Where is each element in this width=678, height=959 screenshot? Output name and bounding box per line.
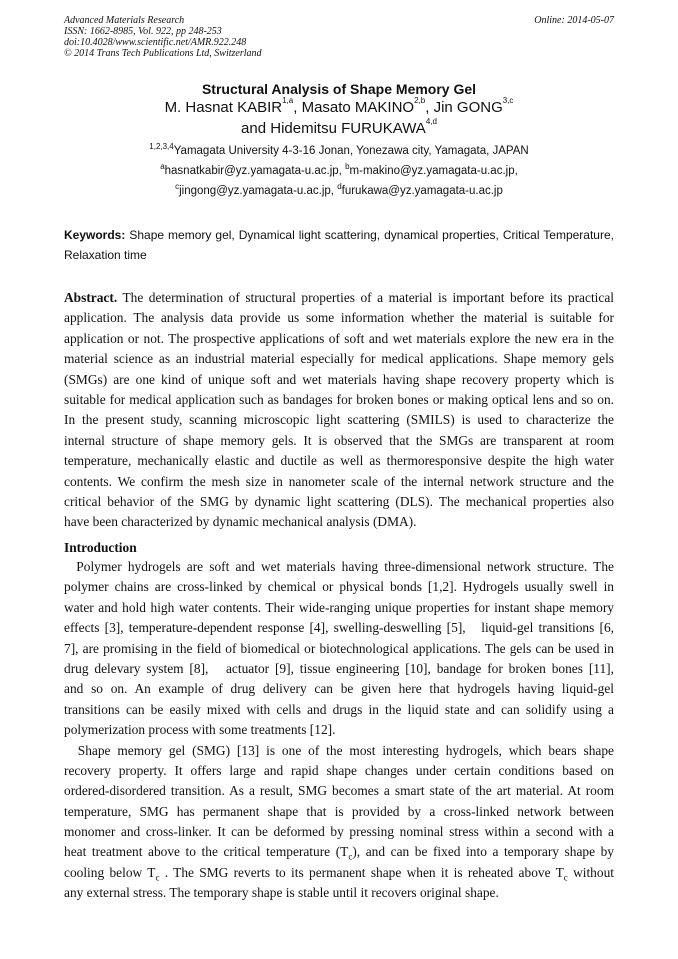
abstract-text: contents. We confirm the mesh size in nanometer scale of the internal network structure and the — [64, 473, 614, 489]
intro-line — [64, 842, 614, 862]
intro-text: recovery property. It offers large and rapid shape changes under certain conditions based on — [64, 762, 614, 778]
abstract-line — [64, 472, 614, 492]
intro-text: water and hold high water contents. Their wide-ranging unique properties for instant shape memory — [64, 599, 614, 615]
author-name: , Masato MAKINO — [293, 99, 415, 116]
abstract-text: have been characterized by dynamic mechanical analysis (DMA). — [64, 514, 417, 530]
subscript: c — [155, 872, 160, 883]
abstract-line — [64, 308, 614, 328]
abstract-line — [64, 410, 614, 430]
abstract-text: internal structure of shape memory gels. It is observed that the SMGs are transparent at room — [64, 432, 614, 448]
emails-line-1 — [0, 162, 678, 177]
keywords-text: Shape memory gel, Dynamical light scattering, dynamical properties, Critical Temperature, Relaxation time — [64, 228, 614, 262]
email: hasnatkabir@yz.yamagata-u.ac.jp, — [164, 165, 346, 177]
intro-text: Shape memory gel (SMG) [13] is one of the most interesting hydrogels, which bears shape — [64, 742, 614, 758]
intro-line — [64, 700, 614, 720]
intro-line — [64, 802, 614, 822]
author-name: and Hidemitsu FURUKAWA — [241, 120, 426, 137]
paper-title: Structural Analysis of Shape Memory Gel — [201, 81, 477, 97]
abstract-text: In the present study, scanning microscopic light scattering (SMILS) is used to characterize the — [64, 412, 614, 428]
intro-line — [64, 598, 614, 618]
intro-text: . The SMG reverts to its permanent shape when it is reheated above T — [159, 864, 564, 880]
intro-line — [64, 659, 614, 679]
email: m-makino@yz.yamagata-u.ac.jp, — [349, 165, 518, 177]
intro-text: Polymer hydrogels are soft and wet materials having three-dimensional network structure. The — [64, 559, 614, 574]
email-sup: d — [337, 182, 342, 191]
intro-line — [64, 639, 614, 659]
intro-line — [64, 618, 614, 638]
intro-line — [64, 883, 614, 903]
email-sup: b — [345, 162, 350, 171]
abstract-text: critical behavior of the SMG by dynamic light scattering (DLS). The mechanical properties also — [64, 493, 614, 509]
copyright: © 2014 Trans Tech Publications Ltd, Switzerland — [64, 48, 262, 59]
subscript: c — [348, 852, 353, 863]
abstract-text: suitable for medical application such as bandages for broken bones or making optical lens and so on. — [64, 391, 614, 407]
journal-name: Advanced Materials Research — [64, 15, 185, 26]
email: furukawa@yz.yamagata-u.ac.jp — [341, 185, 503, 197]
intro-line — [64, 863, 614, 883]
intro-text: any external stress. The temporary shape is stable until it recovers original shape. — [64, 885, 499, 901]
abstract-line — [64, 492, 614, 512]
author-sup: 1,a — [282, 96, 294, 105]
abstract-text: The determination of structural properties of a material is important before its practical — [117, 290, 614, 305]
abstract-text: application or not. The prospective applications of soft and wet materials explore the new era in the — [64, 330, 614, 346]
abstract-line — [64, 288, 614, 308]
abstract-text: application. The analysis data provide us some information whether the material is suitable for — [64, 310, 614, 326]
email-sup: a — [160, 162, 165, 171]
intro-text: cooling below T — [64, 864, 156, 880]
abstract-text: (SMGs) are one kind of unique soft and wet materials having shape recovery property which is — [64, 371, 614, 387]
author-name: M. Hasnat KABIR — [164, 99, 283, 116]
abstract-line — [64, 349, 614, 369]
intro-text: 7], are promising in the field of biomedical or biotechnological applications. The gels can be used in — [64, 640, 614, 656]
intro-line — [64, 679, 614, 699]
authors-line-2 — [0, 117, 678, 137]
intro-line — [64, 741, 614, 761]
affiliation-sup: 1,2,3,4 — [149, 142, 174, 151]
affiliation-text: Yamagata University 4-3-16 Jonan, Yonezawa city, Yamagata, JAPAN — [173, 145, 529, 157]
abstract-text: material science as an industrial material especially for medical applications. Shape memory gels — [64, 351, 614, 367]
intro-line — [64, 761, 614, 781]
introduction-body — [64, 557, 614, 904]
intro-text: effects [3], temperature-dependent response [4], swelling-deswelling [5], liquid-gel transitions [6, — [64, 620, 614, 636]
abstract-line — [64, 370, 614, 390]
abstract-text: temperature, mechanically elastic and ductile as well as thermoresponsive despite the high water — [64, 453, 614, 469]
subscript: c — [563, 872, 568, 883]
author-sup: 2,b — [414, 96, 426, 105]
intro-line — [64, 557, 614, 577]
abstract-line — [64, 512, 614, 532]
email: jingong@yz.yamagata-u.ac.jp, — [179, 185, 338, 197]
abstract-line — [64, 390, 614, 410]
doi: doi:10.4028/www.scientific.net/AMR.922.248 — [64, 37, 247, 48]
abstract-label: Abstract. — [64, 290, 118, 305]
introduction-heading: Introduction — [64, 540, 137, 555]
abstract — [64, 288, 614, 533]
affiliation — [0, 142, 678, 157]
abstract-line — [64, 329, 614, 349]
intro-text: and so on. An example of drug delivery can be given here that hydrogels having liquid-gel — [64, 681, 614, 697]
authors-line-1 — [0, 96, 678, 116]
intro-text: transitions can be easily mixed with cells and drugs in the liquid state and can solidify using a — [64, 701, 614, 717]
intro-line — [64, 720, 614, 740]
intro-text: heat treatment above to the critical temperature (T — [64, 844, 349, 860]
intro-text: without — [567, 864, 614, 880]
intro-line — [64, 822, 614, 842]
intro-text: polymerization process with some treatments [12]. — [64, 722, 336, 738]
author-sup: 3,c — [502, 96, 514, 105]
intro-text: ordered-disordered transition. As a result, SMG becomes a smart state of the art material. At room — [64, 783, 614, 799]
online-date: Online: 2014-05-07 — [534, 15, 614, 26]
abstract-line — [64, 431, 614, 451]
intro-text: polymer chains are cross-linked by chemical or physical bonds [1,2]. Hydrogels usually swell in — [64, 579, 614, 595]
keywords — [64, 226, 614, 265]
keywords-label: Keywords: — [64, 228, 126, 242]
intro-line — [64, 781, 614, 801]
email-sup: c — [175, 182, 180, 191]
author-name: , Jin GONG — [425, 99, 503, 116]
intro-text: drug delevary system [8], actuator [9], tissue engineering [10], bandage for broken bones [11], — [64, 660, 614, 676]
intro-text: ), and can be fixed into a temporary shape by — [352, 844, 614, 860]
intro-text: monomer and cross-linker. It can be deformed by pressing nominal stress within a second with a — [64, 824, 614, 840]
issn: ISSN: 1662-8985, Vol. 922, pp 248-253 — [64, 26, 222, 37]
author-sup: 4,d — [425, 117, 437, 126]
intro-line — [64, 577, 614, 597]
emails-line-2 — [0, 182, 678, 197]
intro-text: temperature, SMG has permanent shape that is provided by a cross-linked network between — [64, 803, 614, 819]
abstract-line — [64, 451, 614, 471]
